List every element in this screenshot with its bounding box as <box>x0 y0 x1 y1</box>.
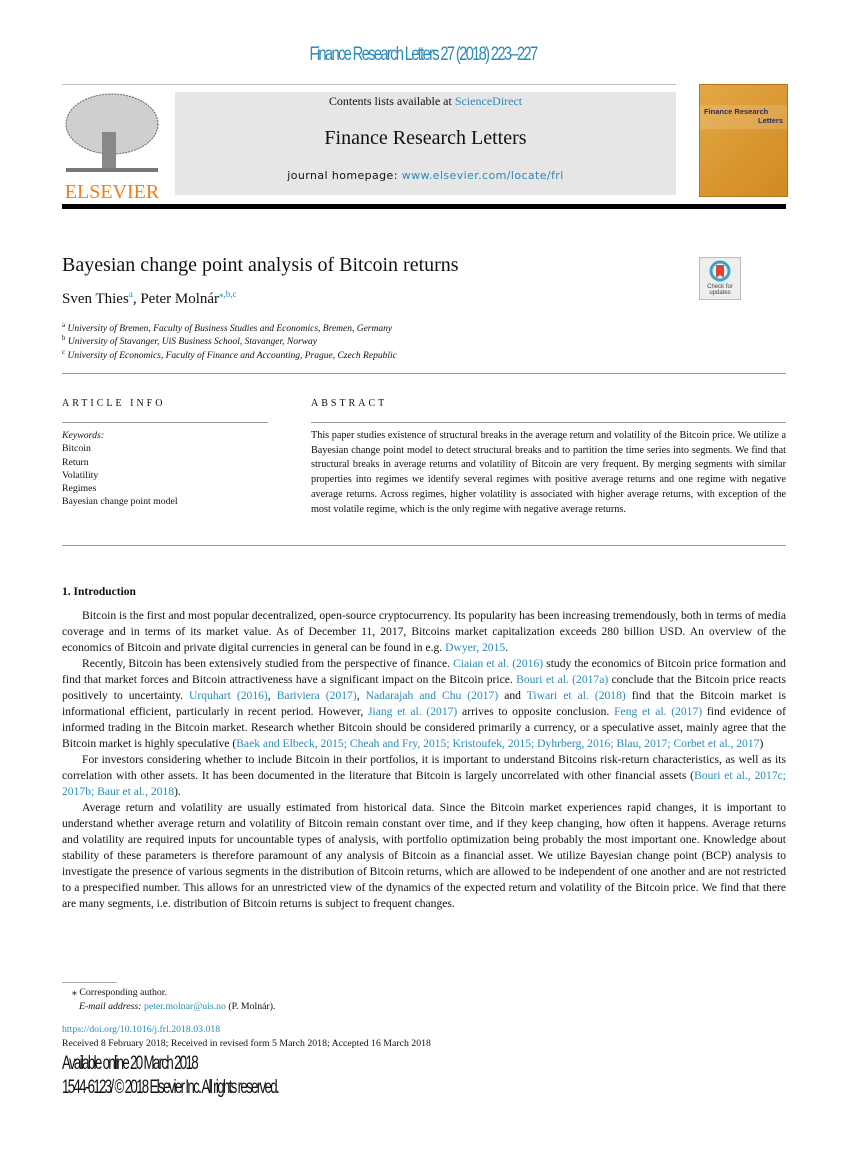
footnote-text: Corresponding author. <box>79 987 167 998</box>
paragraph <box>62 800 786 912</box>
paragraph-text: find evidence of informed trading in the Bitcoin market. Research whether Bitcoin should be considered primarily a currency, or a speculative asset, mainly agree that the Bitcoin market is highly speculative ( <box>62 705 786 750</box>
citation-link[interactable]: Dwyer, 2015 <box>445 641 506 654</box>
section-heading: 1. Introduction <box>62 586 136 598</box>
citation-link[interactable]: Bariviera (2017) <box>276 689 357 702</box>
footnote-mark: ⁎ <box>72 987 77 998</box>
publisher-logo-text: ELSEVIER <box>64 181 160 203</box>
introduction-body <box>62 608 786 912</box>
contents-line <box>175 94 676 109</box>
author-name: Peter Molnár <box>140 291 220 307</box>
citation-link[interactable]: Bouri et al., 2017c; 2017b; Baur et al., 2018 <box>62 769 786 798</box>
bookmark-icon <box>709 260 731 282</box>
divider <box>311 422 786 423</box>
citation-link[interactable]: Bouri et al. (2017a) <box>516 673 609 686</box>
paragraph-text: Average return and volatility are usually estimated from historical data. Since the Bitcoin market experiences rapid changes, it is important to understand whether average return and volatility of Bitcoin remain constant over time, and if they keep changing, how often it happens. Average returns and volatility are required inputs for uncountable types of analysis, with portfolio optimization being probably the most important one. Knowledge about stability of these parameters is therefore paramount of any analysis of Bitcoin as a financial asset. We utilize Bayesian change point (BCP) analysis to investigate the presence of various segments in the distribution of Bitcoin returns, which are allowed to be independent of one another and are not restricted to a prespecified number. This allows for an unrestricted view of the dynamics of the expected return and volatility of the Bitcoin price. We find that there are many segments, i.e. distribution of Bitcoin returns is subject to frequent changes. <box>62 801 786 910</box>
homepage-link[interactable]: www.elsevier.com/locate/frl <box>401 169 564 182</box>
abstract-text: This paper studies existence of structural breaks in the average return and volatility of the Bitcoin price. We utilize a Bayesian change point model to detect structural breaks and to partition the time series into segments. We find that structural breaks in average returns and volatility of Bitcoin are very frequent. By merging segments with similar properties into regimes we identify several regimes with positive average returns and one regime with negative average returns. Across regimes, higher volatility is associated with higher average returns, with exception of the most volatile regime, which is the only regime with negative average returns. <box>311 430 786 515</box>
paragraph-text: arrives to opposite conclusion. <box>457 705 615 718</box>
citation-link[interactable]: Urquhart (2016) <box>189 689 268 702</box>
affiliation <box>62 321 392 334</box>
article-info-heading: ARTICLE INFO <box>62 398 166 409</box>
journal-cover[interactable] <box>699 84 788 197</box>
citation-link[interactable]: Feng et al. (2017) <box>614 705 703 718</box>
sciencedirect-link[interactable]: ScienceDirect <box>454 94 523 108</box>
affiliation <box>62 348 397 361</box>
divider <box>62 84 676 85</box>
keyword: Bitcoin <box>62 443 91 454</box>
citation-link[interactable]: Nadarajah and Chu (2017) <box>365 689 499 702</box>
paragraph-text: conclude that the Bitcoin price reacts positively to uncertainty. <box>62 673 787 702</box>
cover-title-line2: Letters <box>757 116 783 125</box>
citation-link[interactable]: Jiang et al. (2017) <box>367 705 458 718</box>
divider <box>62 422 268 423</box>
author-list: Sven Thies$^a$, Peter Molnár$^{⁎,b,c}$ <box>62 289 237 307</box>
keyword: Bayesian change point model <box>62 496 178 507</box>
paragraph-text: . <box>505 641 509 654</box>
corresponding-footnote <box>72 987 167 999</box>
paragraph-text: Bitcoin is the first and most popular decentralized, open-source cryptocurrency. Its popularity has been increasing tremendously, both in terms of media coverage and in terms of its market value. As of December 11, 2017, Bitcoins market capitalization exceeds 280 billion USD. An overview of the economics of Bitcoin and private digital currencies in general can be found in e.g. <box>62 609 786 654</box>
received-dates: Received 8 February 2018; Received in revised form 5 March 2018; Accepted 16 March 2018 <box>62 1038 431 1049</box>
email-footnote <box>79 1001 275 1013</box>
email-label: E-mail address: <box>79 1001 142 1012</box>
paragraph <box>62 752 786 800</box>
homepage-line <box>175 169 676 182</box>
keyword: Regimes <box>62 483 97 494</box>
divider <box>62 373 786 374</box>
available-online: Available online 20 March 2018 <box>62 1053 197 1074</box>
paragraph-text: ). <box>174 785 181 798</box>
email-suffix: (P. Molnár). <box>225 1001 276 1012</box>
affiliation-marker[interactable]: ⁎,b,c <box>219 289 237 299</box>
doi-link[interactable]: https://doi.org/10.1016/j.frl.2018.03.018 <box>62 1024 221 1035</box>
affiliation-sup: b <box>62 334 66 342</box>
affiliation-sup: a <box>62 321 66 329</box>
keywords-label: Keywords: <box>62 430 105 441</box>
header-rule <box>62 204 786 209</box>
paragraph-text: For investors considering whether to include Bitcoin in their portfolios, it is important to understand Bitcoins risk-return characteristics, as well as its correlation with other assets. It has been documented in the literature that Bitcoin is largely uncorrelated with other financial assets ( <box>62 753 786 782</box>
footnote-rule <box>62 982 117 983</box>
author-name: Sven Thies <box>62 291 129 307</box>
affiliation-sup: c <box>62 348 66 356</box>
paragraph-text: , <box>267 689 277 702</box>
check-for-updates-badge[interactable] <box>699 257 741 300</box>
affiliation-text: University of Bremen, Faculty of Business Studies and Economics, Bremen, Germany <box>67 324 393 335</box>
journal-name: Finance Research Letters <box>324 127 527 149</box>
abstract-heading: ABSTRACT <box>311 398 388 409</box>
journal-banner <box>175 92 676 195</box>
badge-text-1: Check for <box>707 284 733 290</box>
contents-prefix: Contents lists available at <box>328 94 455 108</box>
affiliation-text: University of Economics, Faculty of Finance and Accounting, Prague, Czech Republic <box>67 351 397 362</box>
elsevier-logo <box>62 92 162 203</box>
cover-title-line1: Finance Research <box>704 107 769 116</box>
paragraph-text: study the economics of Bitcoin price formation and find that market forces and Bitcoin attractiveness have a significant impact on the Bitcoin price. <box>62 657 786 686</box>
citation-link[interactable]: Ciaian et al. (2016) <box>453 657 544 670</box>
tree-icon <box>62 92 162 174</box>
paragraph <box>62 656 786 752</box>
citation-link[interactable]: Baek and Elbeck, 2015; Cheah and Fry, 2015; Kristoufek, 2015; Dyhrberg, 2016; Blau, 2017; Corbet et al., 2017 <box>236 737 760 750</box>
running-title[interactable]: Finance Research Letters 27 (2018) 223–227 <box>309 44 537 65</box>
paragraph <box>62 608 786 656</box>
keyword: Volatility <box>62 470 99 481</box>
keyword: Return <box>62 457 89 468</box>
email-link[interactable]: peter.molnar@uis.no <box>143 1001 226 1012</box>
paragraph-text: , <box>356 689 366 702</box>
copyright: 1544-6123/ © 2018 Elsevier Inc. All rights reserved. <box>62 1077 278 1098</box>
citation-link[interactable]: Tiwari et al. (2018) <box>526 689 626 702</box>
paragraph-text: and <box>498 689 527 702</box>
article-title: Bayesian change point analysis of Bitcoin returns <box>62 254 459 276</box>
affiliation <box>62 334 317 347</box>
paragraph-text: Recently, Bitcoin has been extensively studied from the perspective of finance. <box>82 657 454 670</box>
affiliation-marker[interactable]: a <box>128 289 133 299</box>
paragraph-text: ) <box>759 737 764 750</box>
homepage-prefix: journal homepage: <box>287 169 402 182</box>
paragraph-text: find that the Bitcoin market is informational efficient, particularly in recent period. However, <box>62 689 786 718</box>
divider <box>62 545 786 546</box>
affiliation-text: University of Stavanger, UiS Business School, Stavanger, Norway <box>67 337 317 348</box>
badge-text-2: updates <box>709 290 731 296</box>
